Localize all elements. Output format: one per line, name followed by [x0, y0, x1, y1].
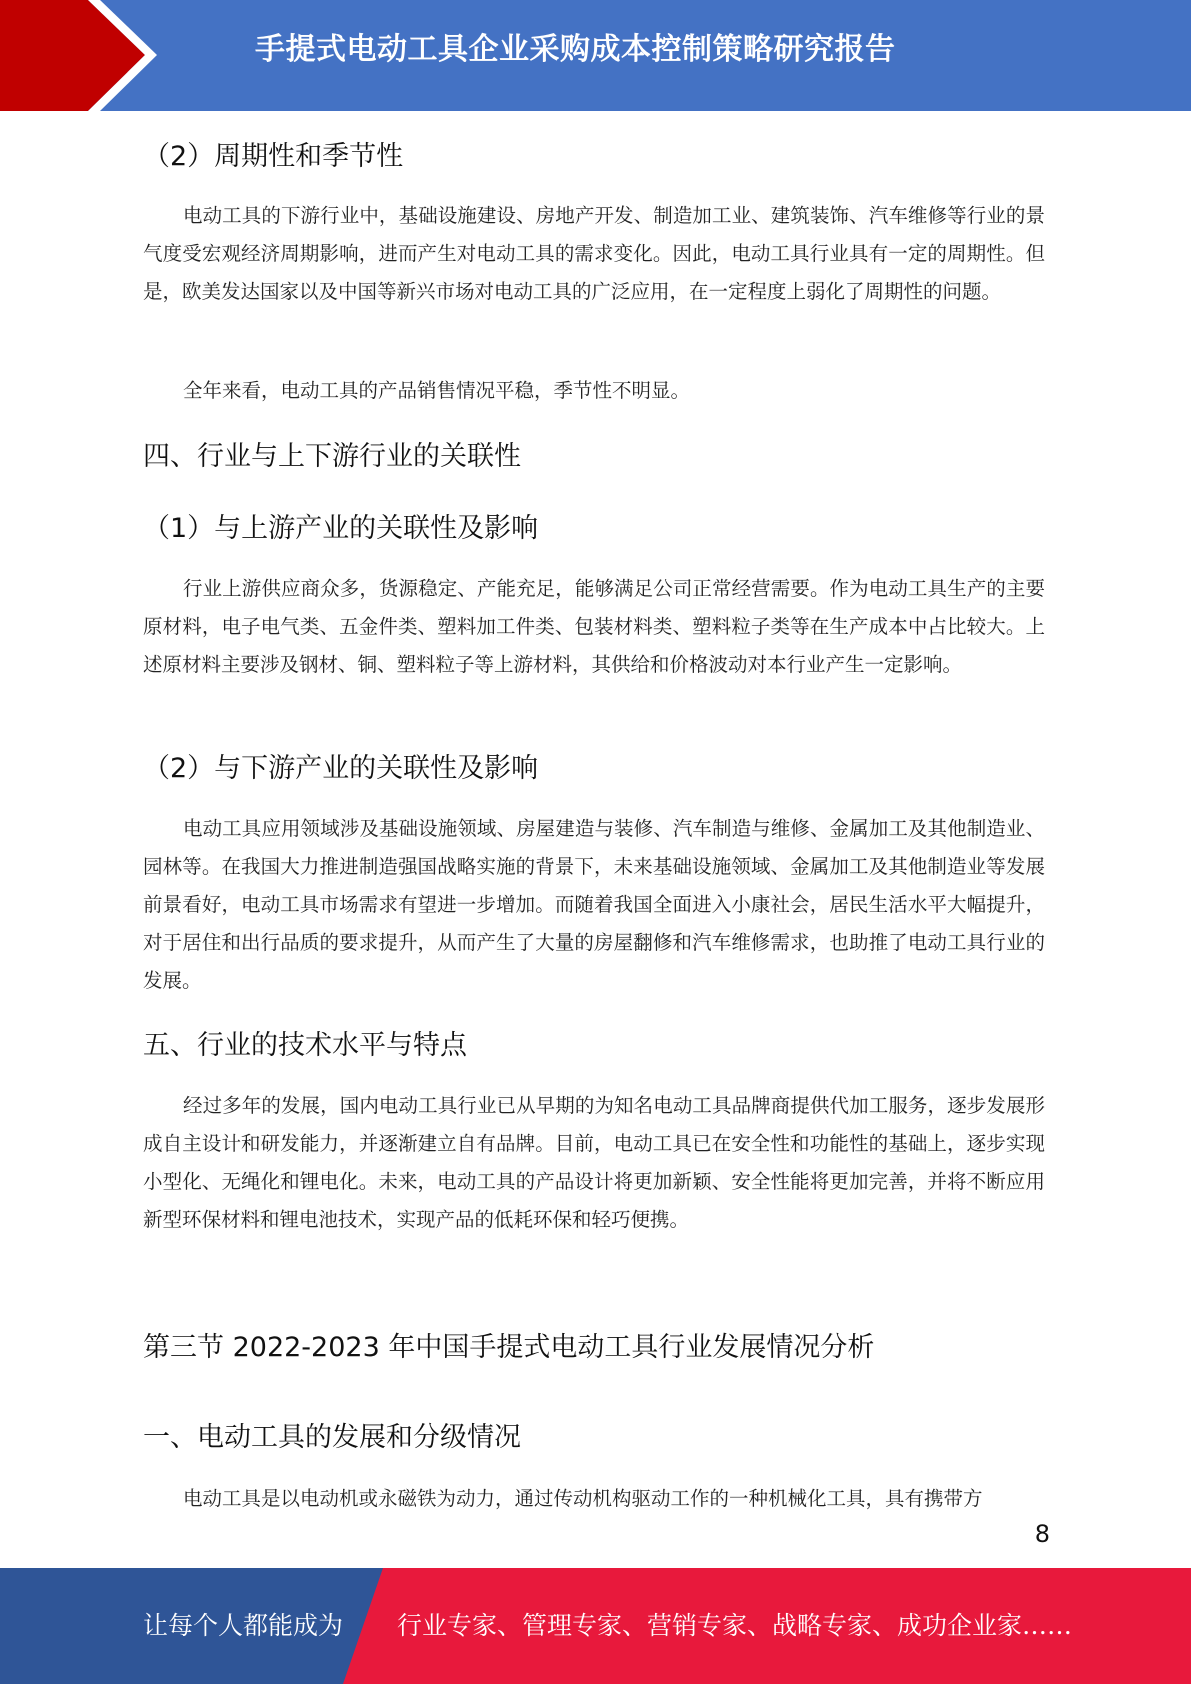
report-header [0, 0, 1191, 111]
report-footer [0, 1568, 1191, 1684]
paragraph-upstream: 行业上游供应商众多，货源稳定、产能充足，能够满足公司正常经营需要。作为电动工具生产的主要原材料，电子电气类、五金件类、塑料加工件类、包装材料类、塑料粒子类等在生产成本中占比较大。上述原材料主要涉及钢材、铜、塑料粒子等上游材料，其供给和价格波动对本行业产生一定影响。 [143, 577, 1045, 676]
paragraph-cyclical: 电动工具的下游行业中，基础设施建设、房地产开发、制造加工业、建筑装饰、汽车维修等行业的景气度受宏观经济周期影响，进而产生对电动工具的需求变化。因此，电动工具行业具有一定的周期性。但是，欧美发达国家以及中国等新兴市场对电动工具的广泛应用，在一定程度上弱化了周期性的问题。 [143, 204, 1045, 303]
heading-chapter-three: 第三节 2022-2023 年中国手提式电动工具行业发展情况分析 [143, 1332, 875, 1363]
heading-downstream: （2）与下游产业的关联性及影响 [143, 753, 539, 784]
heading-cyclical-seasonal: （2）周期性和季节性 [143, 141, 404, 172]
footer-slogan-left: 让每个人都能成为 [143, 1611, 344, 1640]
heading-section-five: 五、行业的技术水平与特点 [143, 1030, 467, 1061]
paragraph-downstream: 电动工具应用领域涉及基础设施领域、房屋建造与装修、汽车制造与维修、金属加工及其他制造业、园林等。在我国大力推进制造强国战略实施的背景下，未来基础设施领域、金属加工及其他制造业等发展前景看好，电动工具市场需求有望进一步增加。而随着我国全面进入小康社会，居民生活水平大幅提升，对于居住和出行品质的要求提升，从而产生了大量的房屋翻修和汽车维修需求，也助推了电动工具行业的发展。 [143, 817, 1045, 992]
heading-section-one: 一、电动工具的发展和分级情况 [143, 1422, 521, 1453]
paragraph-intro: 电动工具是以电动机或永磁铁为动力，通过传动机构驱动工作的一种机械化工具，具有携带方 [183, 1487, 983, 1510]
page-number: 8 [1034, 1520, 1050, 1548]
heading-section-four: 四、行业与上下游行业的关联性 [143, 441, 521, 472]
paragraph-seasonal: 全年来看，电动工具的产品销售情况平稳，季节性不明显。 [183, 379, 691, 402]
paragraph-technology: 经过多年的发展，国内电动工具行业已从早期的为知名电动工具品牌商提供代加工服务，逐步发展形成自主设计和研发能力，并逐渐建立自有品牌。目前，电动工具已在安全性和功能性的基础上，逐步实现小型化、无绳化和锂电化。未来，电动工具的产品设计将更加新颖、安全性能将更加完善，并将不断应用新型环保材料和锂电池技术，实现产品的低耗环保和轻巧便携。 [143, 1094, 1045, 1231]
footer-slogan-right: 行业专家、管理专家、营销专家、战略专家、成功企业家…… [397, 1611, 1073, 1640]
heading-upstream: （1）与上游产业的关联性及影响 [143, 513, 539, 544]
header-arrow-decoration [0, 0, 180, 111]
report-title: 手提式电动工具企业采购成本控制策略研究报告 [255, 32, 896, 67]
